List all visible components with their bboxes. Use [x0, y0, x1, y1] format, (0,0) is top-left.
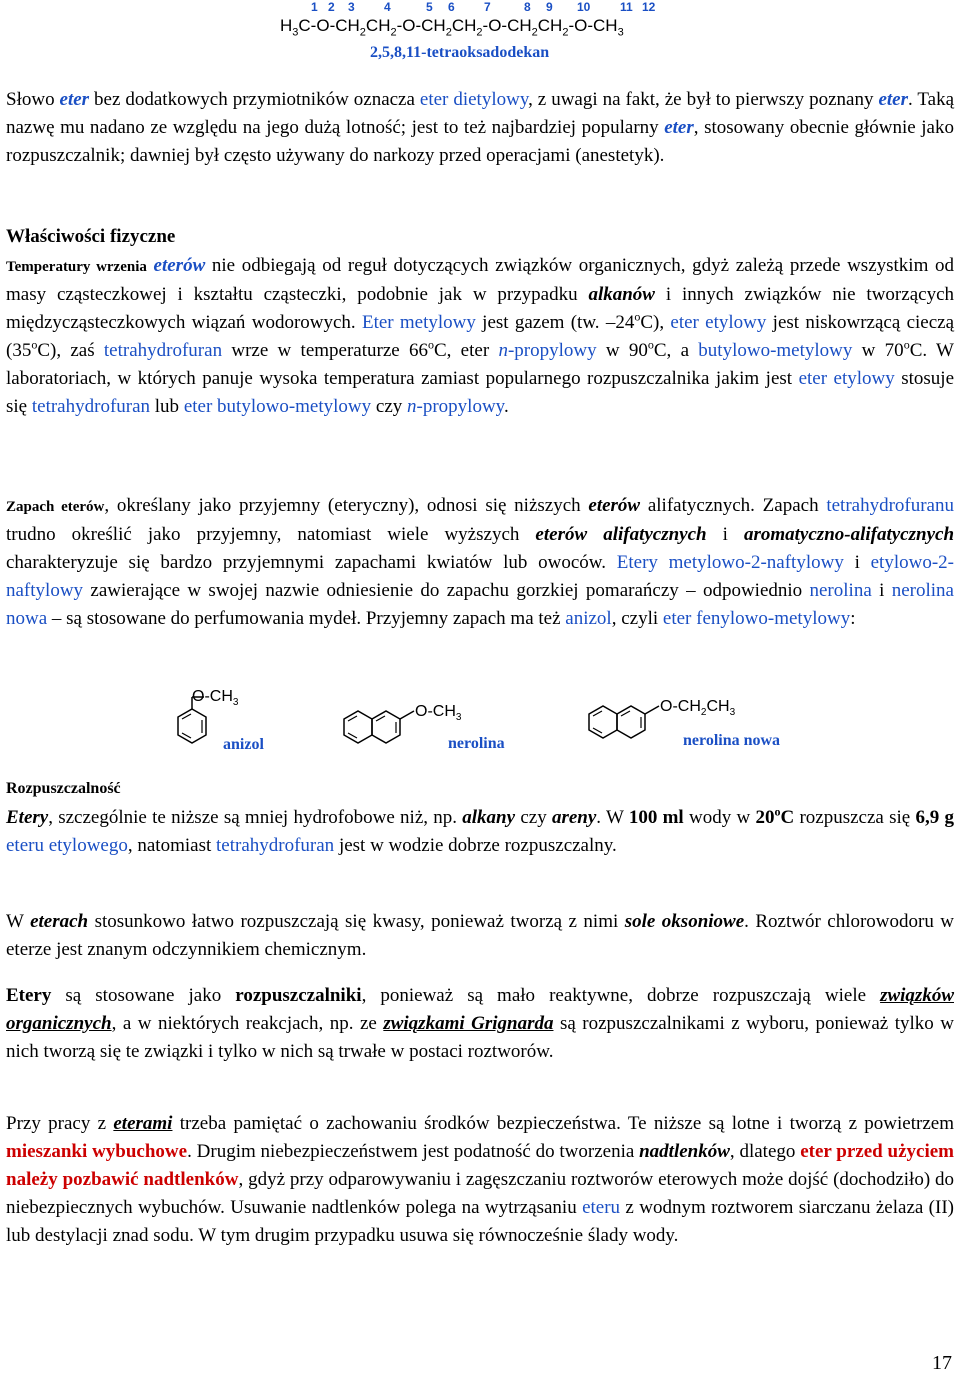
link-etery-metylowo-naftylowy[interactable]: Etery metylowo-2-naftylowy [616, 552, 844, 573]
link-n-propylowy[interactable]: n-propylowy [407, 396, 504, 417]
link-eter-dietylowy[interactable]: eter dietylowy [419, 89, 529, 110]
link-eteru[interactable]: eteru [582, 1197, 621, 1218]
nerolin-structure [340, 705, 420, 755]
safety-paragraph: Przy pracy z eterami trzeba pamiętać o zachowaniu środków bezpieczeństwa. Te niższe są lotne i tworzą z powietrzem mieszanki wybuchowe. Drugim niebezpieczeństwem jest podatność do tworzenia nadtlenków, dlatego eter przed użyciem należy pozbawić nadtlenków, gdyż przy odparowywaniu i zagęszczaniu roztworów eterowych może dojść (dochodziło) do niebezpiecznych wybuchów. Usuwanie nadtlenków polega na wytrząsaniu eteru z wodnym roztworem siarczanu żelaza (II) lub destylacji znad sodu. W tym drugim przypadku usuwa się równocześnie ślady wody. [6, 1113, 955, 1246]
atom-number: 5 [426, 0, 433, 14]
atom-number: 11 [620, 0, 633, 14]
atom-numbering [0, 0, 960, 14]
link-tetrahydrofuranu[interactable]: tetrahydrofuranu [826, 495, 954, 516]
atom-number: 8 [524, 0, 531, 14]
atom-number: 3 [348, 0, 355, 14]
link-nerolina-nowa[interactable]: nerolina nowa [6, 580, 954, 629]
link-eter-n-propylowy[interactable]: n-propylowy [498, 340, 597, 361]
intro-paragraph: Słowo eter bez dodatkowych przymiotników oznacza eter dietylowy, z uwagi na fakt, że był to pierwszy poznany eter. Taką nazwę mu nadano ze względu na jego dużą lotność; jest to też najbardziej popularny eter, stosowany obecnie głównie jako rozpuszczalnik; dawniej był często używany do narkozy przed operacjami (anestetyk). [6, 89, 954, 166]
link-butylowo-metylowy[interactable]: butylowo-metylowy [698, 340, 853, 361]
nerolin-new-label: nerolina nowa [683, 732, 781, 749]
physical-paragraph: Temperatury wrzenia eterów nie odbiegają od reguł dotyczących związków organicznych, gdyż zależą przede wszystkim od masy cząsteczkowej i kształtu cząsteczki, podobnie jak w przypadku alkanów i innych związków nie tworzących międzycząsteczkowych wiązań wodorowych. Eter metylowy jest gazem (tw. –24$^o$C), eter etylowy jest niskowrzącą cieczą (35$^o$C), zaś tetrahydrofuran wrze w temperaturze 66$^o$C, eter n-propylowy w 90$^o$C, a butylowo-metylowy w 70$^o$C. W laboratoriach, w których panuje wysoka temperatura zamiast popularnego rozpuszczalnika jakim jest eter etylowy stosuje się tetrahydrofuran lub eter butylowo-metylowy czy n-propylowy. [6, 255, 955, 417]
section-heading-solubility: Rozpuszczalność [6, 780, 121, 797]
link-tetrahydrofuran-3[interactable]: tetrahydrofuran [216, 835, 335, 856]
link-eter-etylowy-2[interactable]: eter etylowy [798, 368, 895, 389]
peroxide-warning: eter przed użyciem należy pozbawić nadtlenków [6, 1141, 954, 1190]
nerolin-new-formula: $O-CH_2CH_3$ [660, 698, 736, 719]
link-etylowo-naftylowy[interactable]: etylowo-2-naftylowy [6, 552, 954, 601]
formula-name: 2,5,8,11-tetraoksadodekan [370, 44, 550, 61]
atom-number: 9 [546, 0, 553, 14]
solvents-paragraph: Etery są stosowane jako rozpuszczalniki, ponieważ są mało reaktywne, dobrze rozpuszczają wiele związków organicznych, a w niektórych reakcjach, np. ze związkami Grignarda są rozpuszczalnikami z wyboru, ponieważ tylko w nich tworzą się te związki i tylko w nich są trwałe w postaci roztworów. [6, 985, 955, 1062]
atom-number: 6 [448, 0, 455, 14]
link-eter-etylowy[interactable]: eter etylowy [670, 312, 767, 333]
page-number: 17 [932, 1352, 952, 1374]
anisole-formula: $O-CH_3$ [192, 688, 239, 709]
smell-paragraph: Zapach eterów, określany jako przyjemny (eteryczny), odnosi się niższych eterów alifatycznych. Zapach tetrahydrofuranu trudno określić jako przyjemny, natomiast wiele wyższych eterów alifatycznych i aromatyczno-alifatycznych charakteryzuje się bardzo przyjemnymi zapachami kwiatów lub owoców. Etery metylowo-2-naftylowy i etylowo-2-naftylowy zawierające w swojej nazwie odniesienie do zapachu gorzkiej pomarańczy – odpowiednio nerolina i nerolina nowa – są stosowane do perfumowania mydeł. Przyjemny zapach ma też anizol, czyli eter fenylowo-metylowy: [6, 495, 955, 629]
anisole-label: anizol [223, 736, 264, 753]
section-heading-physical: Właściwości fizyczne [6, 226, 176, 247]
acids-paragraph: W eterach stosunkowo łatwo rozpuszczają się kwasy, ponieważ tworzą z nimi sole oksoniowe. Roztwór chlorowodoru w eterze jest znanym odczynnikiem chemicznym. [6, 911, 955, 960]
nerolin-new-structure [585, 700, 665, 750]
nerolin-formula: $O-CH_3$ [415, 703, 462, 724]
atom-number: 2 [328, 0, 335, 14]
link-anizol[interactable]: anizol [565, 608, 612, 629]
link-eter-metylowy[interactable]: Eter metylowy [361, 312, 476, 333]
link-tetrahydrofuran[interactable]: tetrahydrofuran [103, 340, 223, 361]
nerolin-label: nerolina [448, 735, 505, 752]
explosive-mixture-warning: mieszanki wybuchowe [6, 1141, 188, 1162]
atom-number: 4 [384, 0, 391, 14]
link-eter-fenylowo-metylowy[interactable]: eter fenylowo-metylowy [662, 608, 851, 629]
atom-number: 10 [577, 0, 591, 14]
link-nerolina[interactable]: nerolina [809, 580, 872, 601]
link-tetrahydrofuran-2[interactable]: tetrahydrofuran [31, 396, 151, 417]
link-eteru-etylowego[interactable]: eteru etylowego [6, 835, 128, 856]
atom-number: 12 [642, 0, 656, 14]
link-eter-butylowo-metylowy[interactable]: eter butylowo-metylowy [183, 396, 372, 417]
atom-number: 1 [311, 0, 318, 14]
atom-number: 7 [484, 0, 491, 14]
tetraoxadodecane-formula: $H_3C-O-CH_2CH_2-O-CH_2CH_2-O-CH_2CH_2-O-CH_3$ [280, 16, 624, 39]
solubility-paragraph: Etery, szczególnie te niższe są mniej hydrofobowe niż, np. alkany czy areny. W 100 ml wody w 20$^o$C rozpuszcza się 6,9 g eteru etylowego, natomiast tetrahydrofuran jest w wodzie dobrze rozpuszczalny. [6, 804, 954, 856]
